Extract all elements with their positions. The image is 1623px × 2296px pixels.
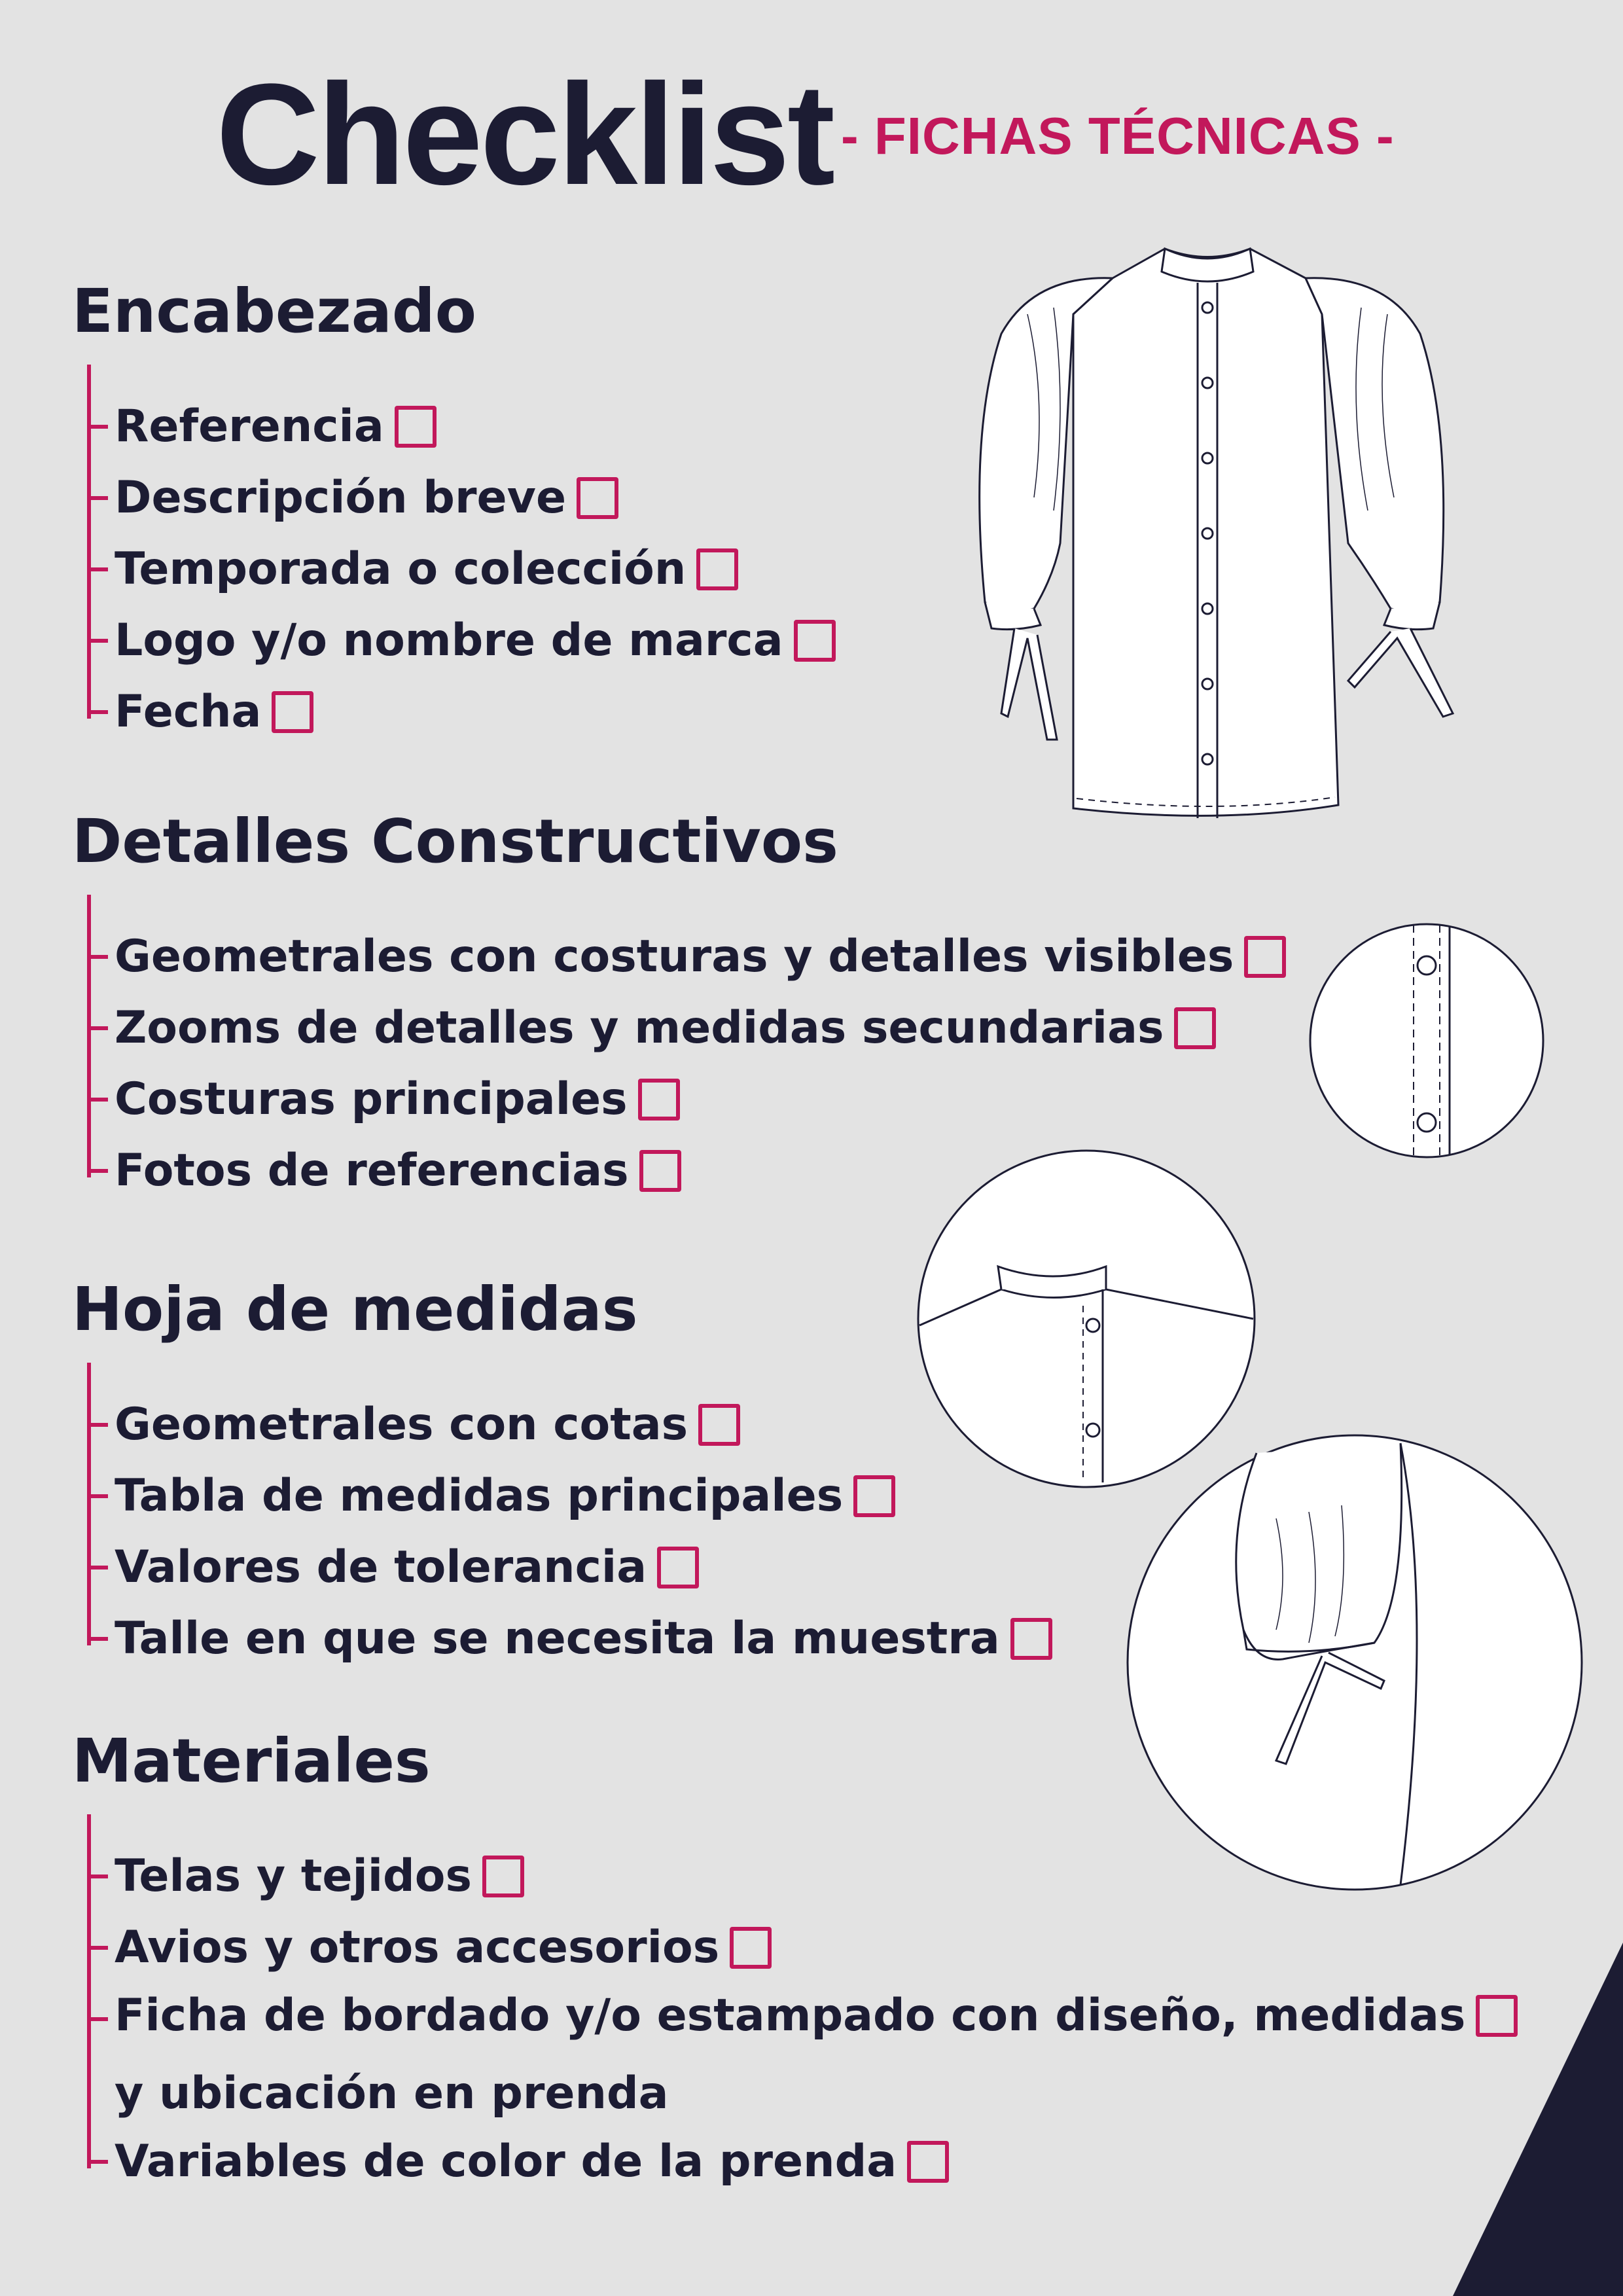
item-label: Geometrales con costuras y detalles visibles [115, 931, 1234, 982]
checkbox[interactable] [657, 1547, 699, 1588]
item-label: Temporada o colección [115, 543, 687, 595]
checkbox[interactable] [1244, 936, 1286, 978]
item-label: Avios y otros accesorios [115, 1922, 720, 1973]
checklist-item [72, 1460, 1052, 1532]
checkbox[interactable] [272, 691, 313, 733]
checklist-item [72, 462, 836, 533]
checkbox[interactable] [730, 1927, 772, 1969]
checklist-item [72, 676, 836, 747]
section-title: Hoja de medidas [72, 1274, 638, 1344]
item-label: Zooms de detalles y medidas secundarias [115, 1002, 1164, 1054]
checkbox[interactable] [639, 1150, 681, 1192]
checkbox[interactable] [482, 1856, 524, 1897]
item-label-continued: y ubicación en prenda [115, 2068, 669, 2119]
section-encabezado [72, 276, 836, 747]
checklist-item [72, 1603, 1052, 1674]
checkbox[interactable] [1476, 1995, 1518, 2037]
checklist-item [72, 1912, 1518, 1983]
section-title: Materiales [72, 1726, 431, 1796]
section-hoja-de-medidas [72, 1274, 1052, 1674]
item-label: Ficha de bordado y/o estampado con diseño, medidas [115, 1990, 1466, 2041]
checkbox[interactable] [1174, 1007, 1216, 1049]
item-label: Variables de color de la prenda [115, 2136, 897, 2187]
item-label: Fecha [115, 686, 262, 738]
checklist-item [72, 605, 836, 676]
item-label: Telas y tejidos [115, 1850, 472, 1902]
checkbox[interactable] [794, 620, 836, 662]
item-label: Valores de tolerancia [115, 1541, 647, 1593]
checklist [72, 1840, 1518, 2197]
checkbox[interactable] [698, 1404, 740, 1446]
checklist-item [72, 921, 1286, 992]
page-title: Checklist [216, 54, 833, 215]
section-title: Detalles Constructivos [72, 806, 838, 876]
checkbox[interactable] [395, 406, 437, 448]
section-detalles-constructivos [72, 806, 1286, 1206]
checkbox[interactable] [638, 1079, 680, 1121]
checklist-item [72, 992, 1286, 1064]
checkbox[interactable] [1010, 1618, 1052, 1660]
section-title: Encabezado [72, 276, 476, 346]
checklist-item [72, 1983, 1518, 2126]
placket-zoom-circle [1306, 920, 1548, 1162]
item-label: Geometrales con cotas [115, 1399, 688, 1450]
checklist [72, 1389, 1052, 1674]
blouse-flat-sketch [955, 236, 1558, 838]
sleeve-zoom-circle [1126, 1433, 1584, 1892]
item-label: Talle en que se necesita la muestra [115, 1613, 1000, 1664]
checklist-item [72, 1389, 1052, 1460]
checkbox[interactable] [853, 1475, 895, 1517]
checkbox[interactable] [907, 2141, 949, 2183]
item-label: Fotos de referencias [115, 1145, 629, 1196]
checkbox[interactable] [577, 477, 618, 519]
page-subtitle: - FICHAS TÉCNICAS - [841, 107, 1395, 165]
checklist-item [72, 2126, 1518, 2197]
checklist [72, 391, 836, 747]
checklist-item [72, 1064, 1286, 1135]
item-label: Referencia [115, 401, 384, 452]
checklist-item [72, 1532, 1052, 1603]
checklist-item [72, 533, 836, 605]
checklist-item [72, 391, 836, 462]
item-label: Logo y/o nombre de marca [115, 615, 783, 666]
item-label: Tabla de medidas principales [115, 1470, 844, 1522]
item-label: Costuras principales [115, 1073, 628, 1125]
item-label: Descripción breve [115, 472, 567, 524]
checkbox[interactable] [696, 548, 738, 590]
